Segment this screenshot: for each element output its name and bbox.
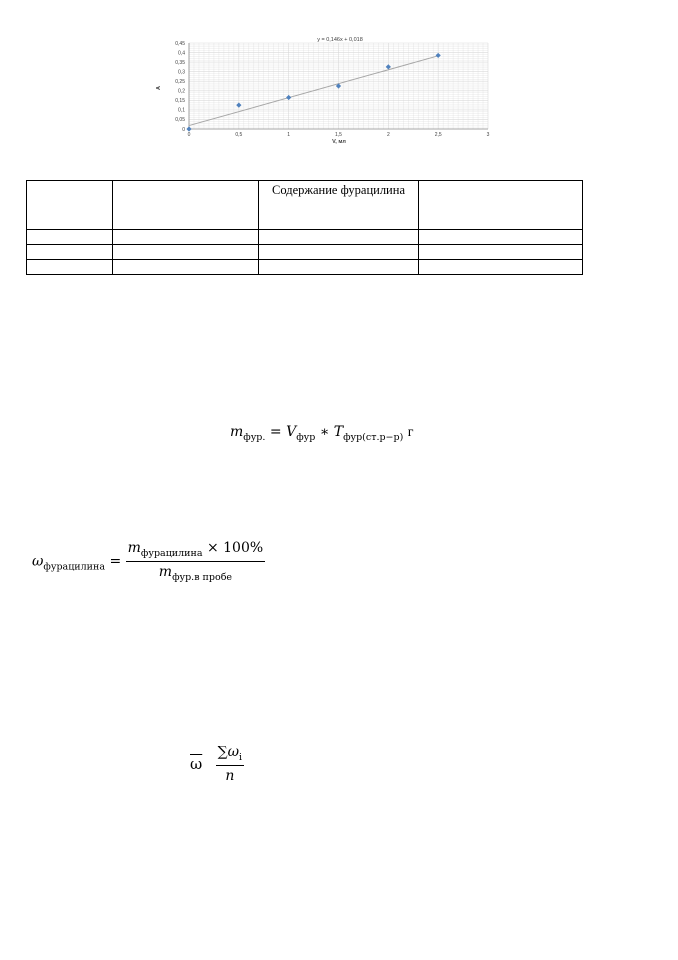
volume-subscript: фур bbox=[296, 432, 316, 443]
x-tick-label: 2,5 bbox=[434, 132, 442, 138]
y-tick-label: 0 bbox=[182, 126, 185, 133]
table-row bbox=[27, 260, 583, 275]
mass-symbol: m bbox=[230, 424, 244, 440]
table-header-row bbox=[27, 181, 583, 230]
data-point bbox=[286, 95, 291, 100]
sum-omega: ∑ω bbox=[217, 744, 240, 760]
unit-label: г bbox=[407, 425, 414, 440]
y-tick-label: 0,45 bbox=[175, 40, 185, 47]
equals-sign: = bbox=[269, 424, 282, 440]
fraction-numerator bbox=[126, 540, 266, 562]
table-cell bbox=[259, 260, 419, 275]
y-axis-label: A bbox=[156, 86, 162, 90]
x-tick-label: 0,5 bbox=[235, 132, 243, 138]
table-cell bbox=[113, 230, 259, 245]
table-cell bbox=[27, 260, 113, 275]
x-tick-label: 1,5 bbox=[335, 132, 342, 138]
mean-formula bbox=[190, 744, 244, 784]
calibration-chart bbox=[150, 36, 500, 148]
chart-tick-labels bbox=[175, 41, 489, 138]
mass-formula bbox=[230, 424, 414, 443]
table-row bbox=[27, 245, 583, 260]
sum-index: i bbox=[239, 752, 243, 763]
table-row bbox=[27, 230, 583, 245]
omega-formula bbox=[32, 540, 265, 583]
volume-symbol: V bbox=[286, 424, 297, 440]
denominator-subscript: фур.в пробе bbox=[172, 572, 233, 583]
y-tick-label: 0,35 bbox=[175, 59, 185, 66]
chart-title: y = 0,146x + 0,018 bbox=[317, 37, 363, 43]
table-cell bbox=[27, 230, 113, 245]
mean-denominator: n bbox=[225, 768, 235, 784]
table-cell bbox=[259, 245, 419, 260]
x-tick-label: 1 bbox=[287, 132, 291, 138]
mass-subscript: фур. bbox=[243, 432, 266, 443]
y-tick-label: 0,3 bbox=[178, 69, 185, 76]
x-axis-label: V, мл bbox=[332, 139, 346, 145]
fraction-denominator bbox=[126, 562, 266, 583]
data-point bbox=[436, 53, 441, 58]
y-tick-label: 0,2 bbox=[178, 88, 185, 95]
table-cell bbox=[259, 230, 419, 245]
table-header-cell bbox=[419, 181, 583, 230]
omega-fraction bbox=[126, 540, 266, 583]
equals-sign: = bbox=[109, 553, 122, 570]
y-tick-label: 0,4 bbox=[178, 50, 185, 57]
mean-numerator bbox=[216, 744, 244, 766]
y-tick-label: 0,1 bbox=[178, 107, 185, 114]
omega-symbol: ω bbox=[32, 553, 44, 570]
multiply-sign: ∗ bbox=[319, 424, 330, 440]
omega-subscript: фурацилина bbox=[43, 561, 105, 573]
results-table bbox=[26, 180, 583, 275]
numerator-subscript: фурацилина bbox=[140, 548, 203, 559]
x-tick-label: 0 bbox=[187, 132, 191, 138]
numerator-mass: m bbox=[127, 540, 141, 556]
table-header-cell bbox=[113, 181, 259, 230]
table-header-cell: Содержание фурацилина bbox=[259, 181, 419, 230]
table-cell bbox=[113, 260, 259, 275]
titer-subscript: фур(ст.р−р) bbox=[343, 432, 404, 443]
mean-omega-symbol: $\overline{\omega}$ bbox=[190, 755, 203, 773]
table-cell bbox=[419, 245, 583, 260]
mean-fraction bbox=[216, 744, 244, 784]
table-cell bbox=[419, 260, 583, 275]
table-header-cell bbox=[27, 181, 113, 230]
data-point bbox=[236, 103, 241, 108]
data-point bbox=[386, 64, 391, 69]
y-tick-label: 0,05 bbox=[175, 117, 185, 124]
y-tick-label: 0,25 bbox=[175, 79, 185, 86]
x-tick-label: 2 bbox=[386, 132, 390, 138]
numerator-factor: × 100% bbox=[206, 540, 264, 556]
denominator-mass: m bbox=[158, 564, 173, 580]
table-cell bbox=[419, 230, 583, 245]
y-tick-label: 0,15 bbox=[175, 98, 185, 105]
table-cell bbox=[113, 245, 259, 260]
x-tick-label: 3 bbox=[486, 132, 490, 138]
titer-symbol: T bbox=[333, 424, 344, 440]
table-cell bbox=[27, 245, 113, 260]
